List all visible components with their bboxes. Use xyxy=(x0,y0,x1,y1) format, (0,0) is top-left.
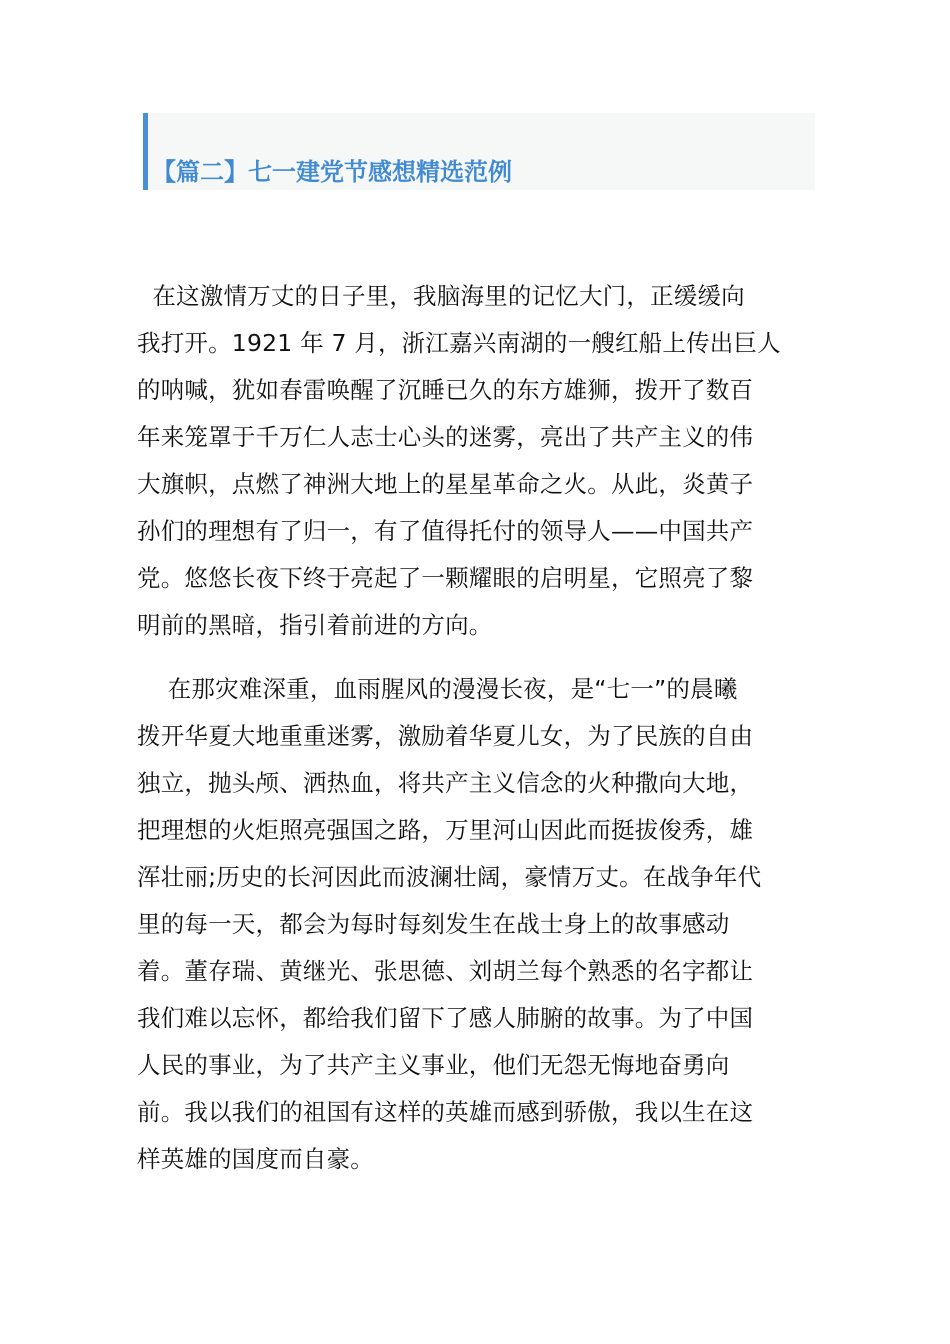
paragraph-line: 浑壮丽;历史的长河因此而波澜壮阔，豪情万丈。在战争年代 xyxy=(137,863,762,891)
paragraph-line: 着。董存瑞、黄继光、张思德、刘胡兰每个熟悉的名字都让 xyxy=(137,957,754,985)
paragraph-line: 在这激情万丈的日子里，我脑海里的记忆大门，正缓缓向 xyxy=(137,282,745,310)
paragraph-2 xyxy=(137,666,809,1183)
paragraph-line: 里的每一天，都会为每时每刻发生在战士身上的故事感动 xyxy=(137,910,730,938)
section-heading-title: 【篇二】七一建党节感想精选范例 xyxy=(152,158,512,186)
paragraph-line: 样英雄的国度而自豪。 xyxy=(137,1145,374,1173)
paragraph-line: 把理想的火炬照亮强国之路，万里河山因此而挺拔俊秀，雄 xyxy=(137,816,754,844)
section-heading xyxy=(143,113,815,190)
paragraph-line: 我打开。1921 年 7 月，浙江嘉兴南湖的一艘红船上传出巨人 xyxy=(137,329,781,357)
paragraph-line: 拨开华夏大地重重迷雾，激励着华夏儿女，为了民族的自由 xyxy=(137,722,754,750)
paragraph-line: 人民的事业，为了共产主义事业，他们无怨无悔地奋勇向 xyxy=(137,1051,730,1079)
paragraph-line: 党。悠悠长夜下终于亮起了一颗耀眼的启明星，它照亮了黎 xyxy=(137,564,754,592)
paragraph-line: 的呐喊，犹如春雷唤醒了沉睡已久的东方雄狮，拨开了数百 xyxy=(137,376,754,404)
paragraph-line: 明前的黑暗，指引着前进的方向。 xyxy=(137,611,493,639)
paragraph-1 xyxy=(137,273,809,649)
paragraph-line: 大旗帜，点燃了神洲大地上的星星革命之火。从此，炎黄子 xyxy=(137,470,754,498)
paragraph-line: 孙们的理想有了归一，有了值得托付的领导人——中国共产 xyxy=(137,517,754,545)
paragraph-line: 在那灾难深重，血雨腥风的漫漫长夜，是“七一”的晨曦 xyxy=(137,675,738,703)
paragraph-line: 独立，抛头颅、洒热血，将共产主义信念的火种撒向大地， xyxy=(137,769,754,797)
paragraph-line: 我们难以忘怀，都给我们留下了感人肺腑的故事。为了中国 xyxy=(137,1004,754,1032)
paragraph-line: 年来笼罩于千万仁人志士心头的迷雾，亮出了共产主义的伟 xyxy=(137,423,754,451)
paragraph-line: 前。我以我们的祖国有这样的英雄而感到骄傲，我以生在这 xyxy=(137,1098,754,1126)
